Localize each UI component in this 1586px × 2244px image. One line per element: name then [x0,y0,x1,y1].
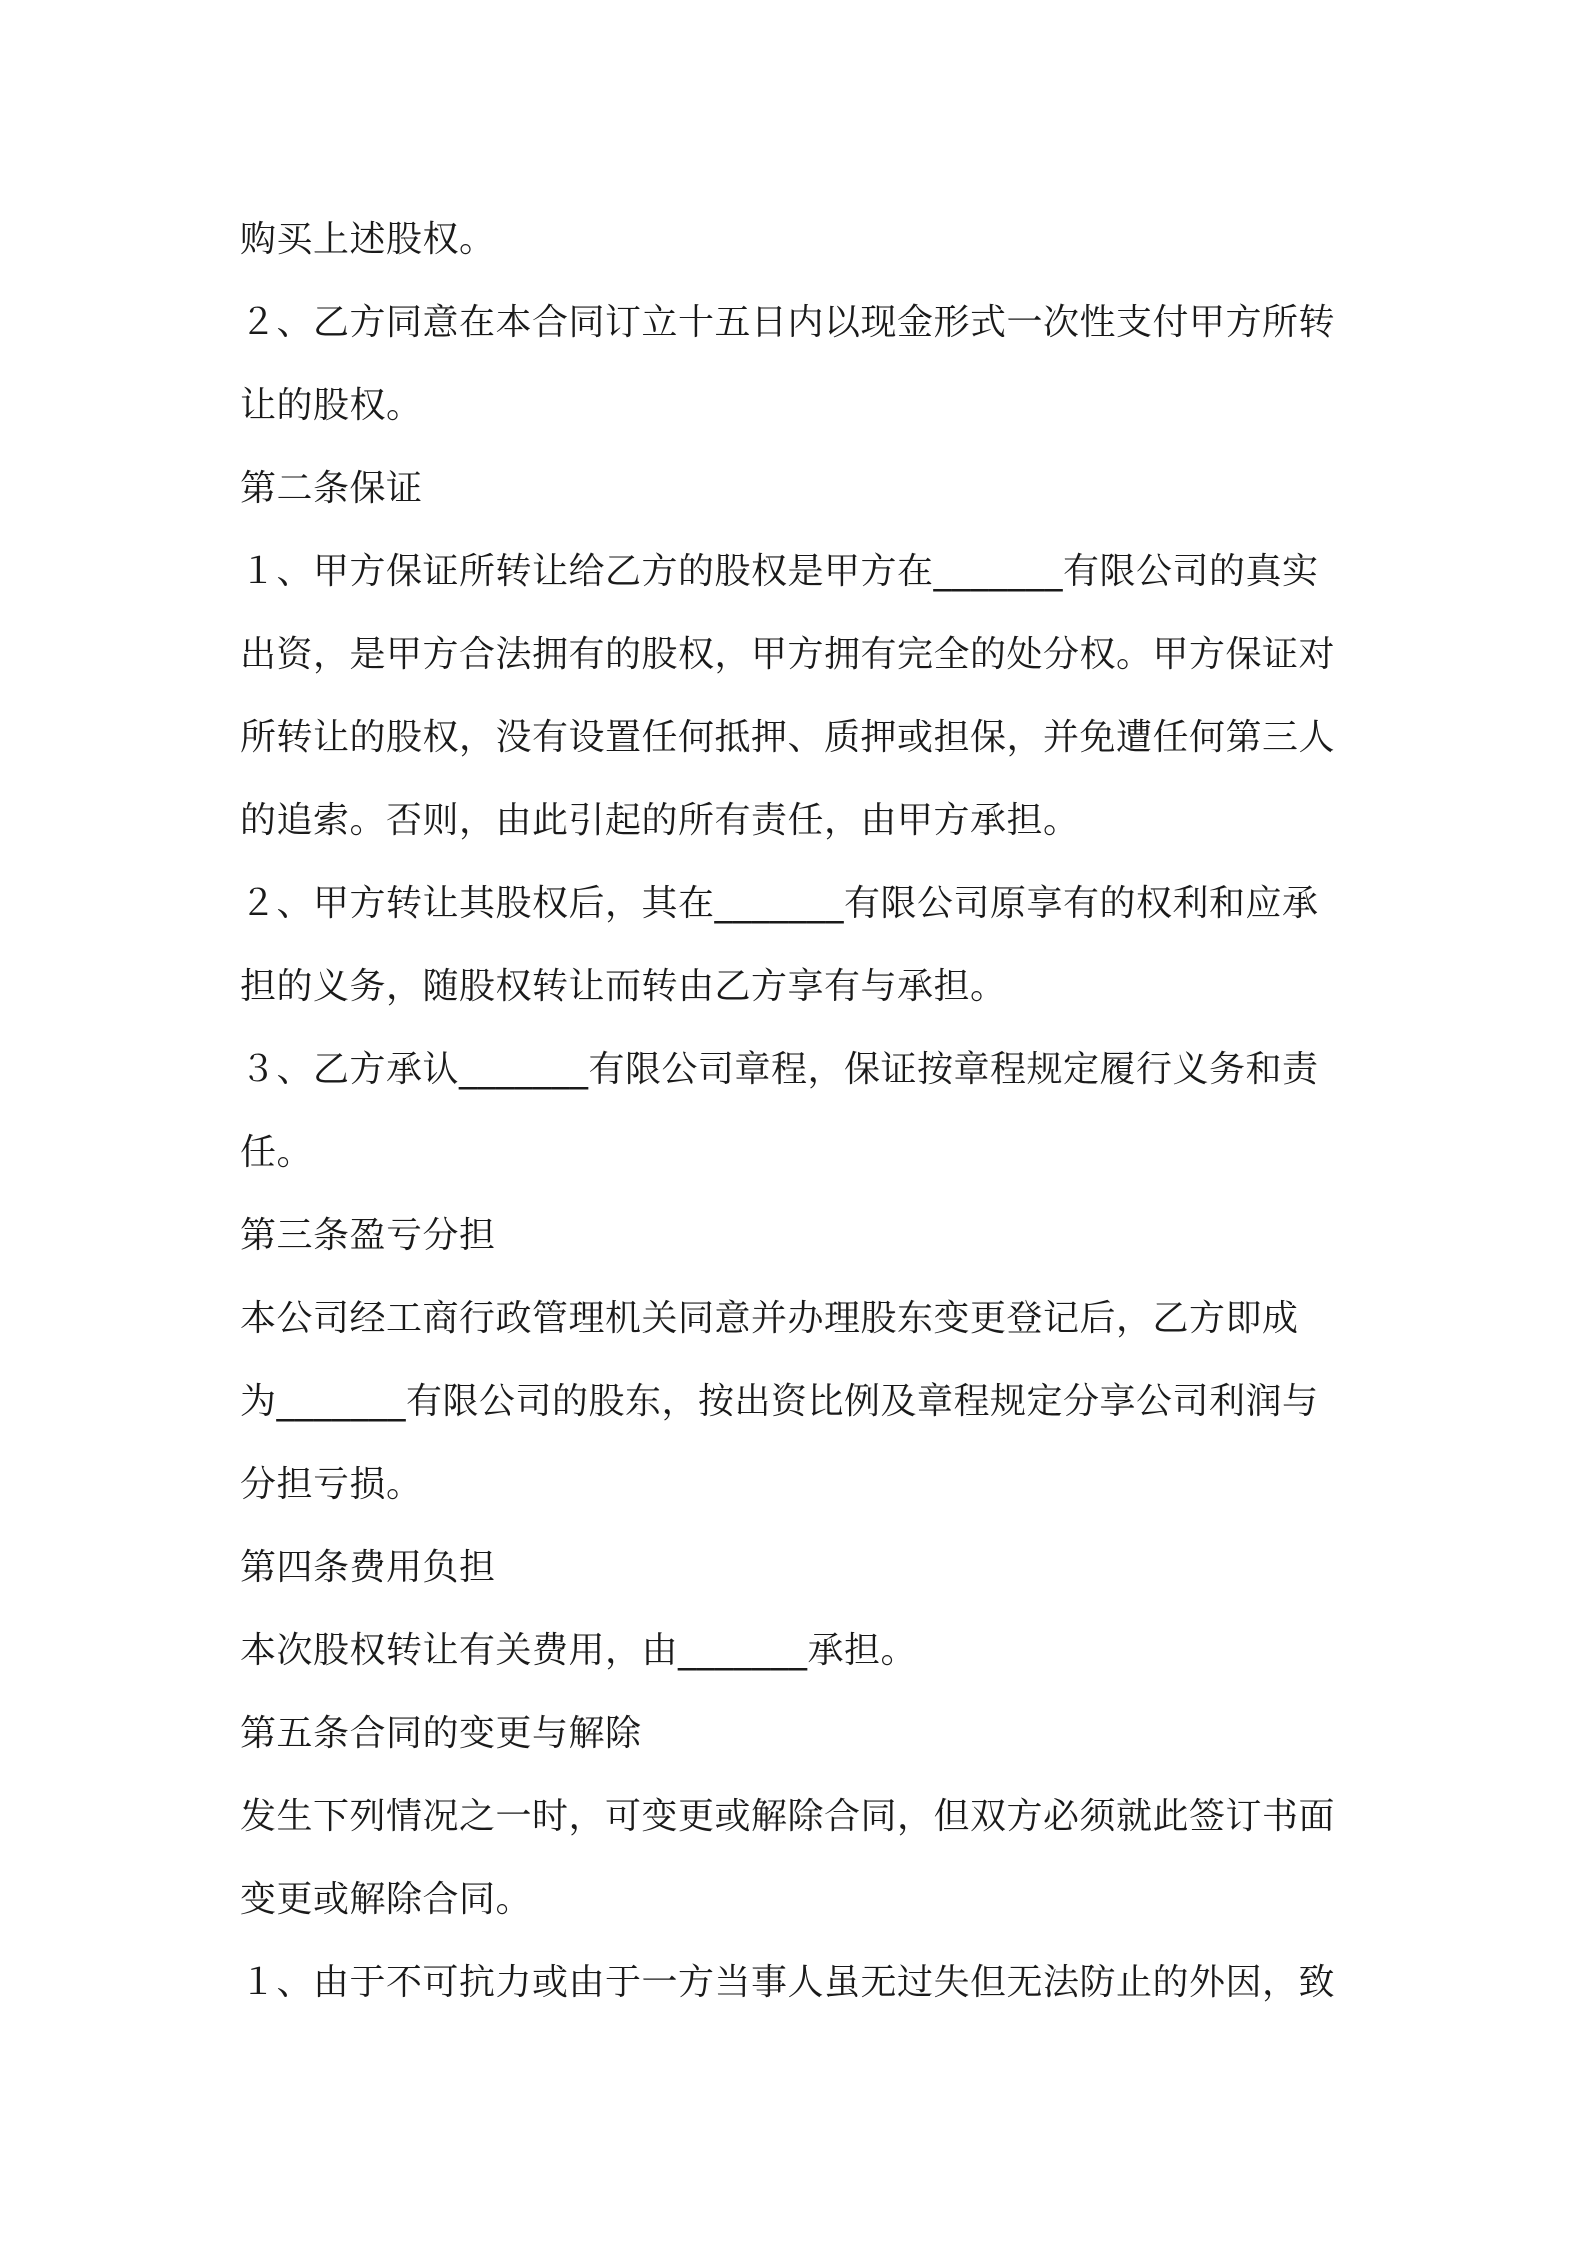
text-line: 分担亏损。 [240,1464,423,1505]
text-line: 本次股权转让有关费用，由_______承担。 [240,1630,918,1671]
text-line: ３、乙方承认_______有限公司章程，保证按章程规定履行义务和责 [240,1049,1319,1090]
section-heading: 第五条合同的变更与解除 [240,1713,642,1754]
text-line: 出资，是甲方合法拥有的股权，甲方拥有完全的处分权。甲方保证对 [240,634,1336,675]
text-line: ２、乙方同意在本合同订立十五日内以现金形式一次性支付甲方所转 [240,302,1336,343]
text-line: 任。 [240,1132,314,1173]
text-line: 变更或解除合同。 [240,1879,533,1920]
text-line: 让的股权。 [240,385,423,426]
text-line: 担的义务，随股权转让而转由乙方享有与承担。 [240,966,1007,1007]
document-body [240,198,1360,2024]
text-line: 发生下列情况之一时，可变更或解除合同，但双方必须就此签订书面 [240,1796,1336,1837]
text-line: ２、甲方转让其股权后，其在_______有限公司原享有的权利和应承 [240,883,1319,924]
text-line: 本公司经工商行政管理机关同意并办理股东变更登记后，乙方即成 [240,1298,1299,1339]
text-line: 为_______有限公司的股东，按出资比例及章程规定分享公司利润与 [240,1381,1319,1422]
text-line: 购买上述股权。 [240,219,496,260]
text-line: 的追索。否则，由此引起的所有责任，由甲方承担。 [240,800,1080,841]
section-heading: 第二条保证 [240,468,423,509]
text-line: 所转让的股权，没有设置任何抵押、质押或担保，并免遭任何第三人 [240,717,1336,758]
text-line: １、甲方保证所转让给乙方的股权是甲方在_______有限公司的真实 [240,551,1319,592]
section-heading: 第四条费用负担 [240,1547,496,1588]
section-heading: 第三条盈亏分担 [240,1215,496,1256]
text-line: １、由于不可抗力或由于一方当事人虽无过失但无法防止的外因，致 [240,1962,1336,2003]
